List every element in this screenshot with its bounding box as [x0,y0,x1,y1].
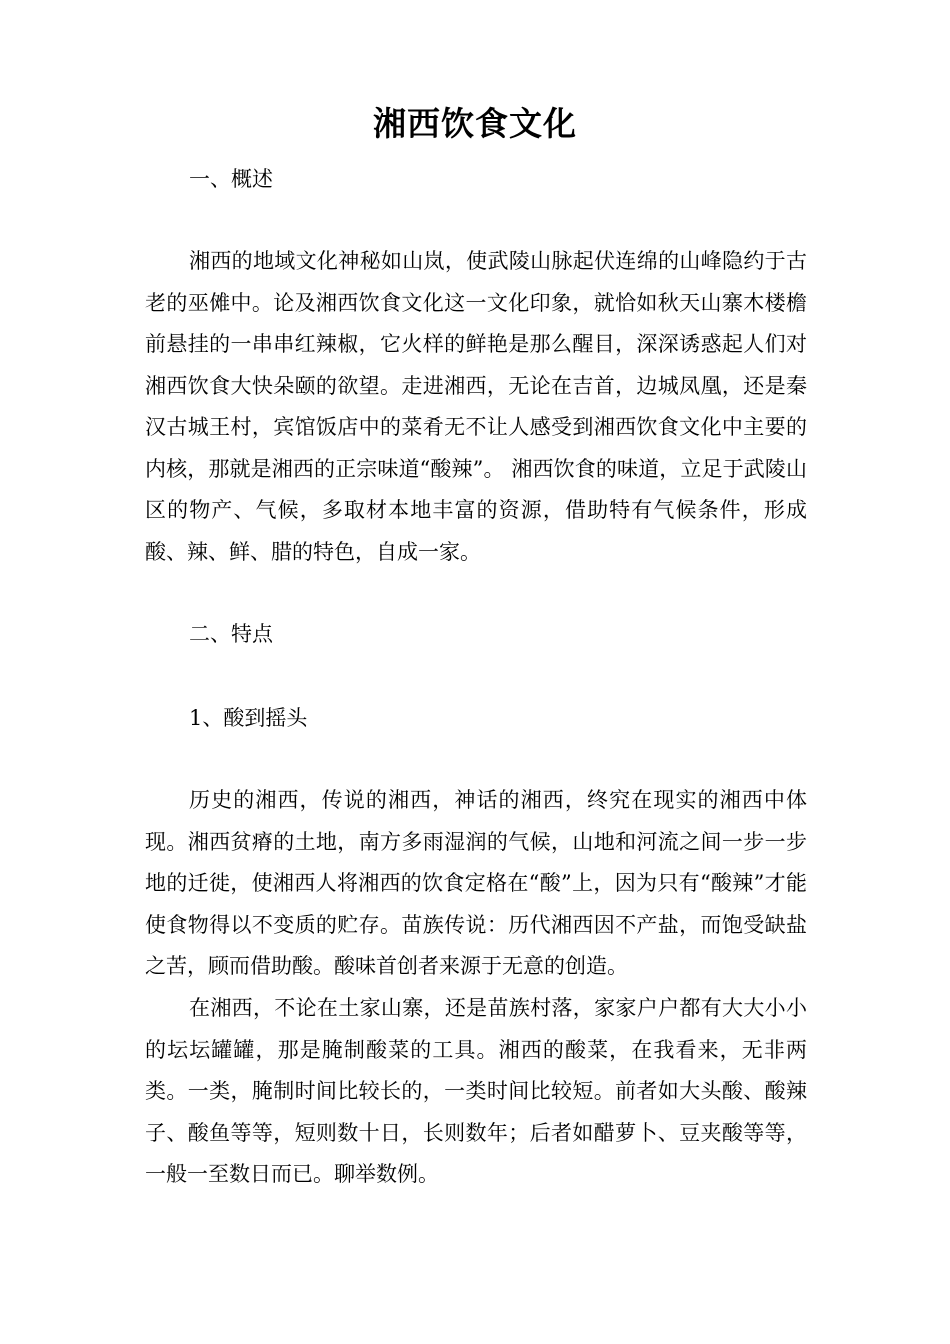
section-heading-overview: 一、概述 [189,167,273,191]
section-heading-features: 二、特点 [189,622,273,646]
document-title: 湘西饮食文化 [373,104,577,143]
sour-paragraph-2: 在湘西，不论在土家山寨，还是苗族村落，家家户户都有大大小小的坛坛罐罐，那是腌制酸菜的工具。湘西的酸菜，在我看来，无非两类。一类，腌制时间比较长的，一类时间比较短。前者如大头酸、酸辣子、酸鱼等等，短则数十日，长则数年；后者如醋萝卜、豆夹酸等等，一般一至数日而已。聊举数例。 [145,996,807,1186]
overview-paragraph: 湘西的地域文化神秘如山岚，使武陵山脉起伏连绵的山峰隐约于古老的巫傩中。论及湘西饮食文化这一文化印象，就恰如秋天山寨木楼檐前悬挂的一串串红辣椒，它火样的鲜艳是那么醒目，深深诱惑起人们对湘西饮食大快朵颐的欲望。走进湘西，无论在吉首，边城凤凰，还是秦汉古城王村，宾馆饭店中的菜肴无不让人感受到湘西饮食文化中主要的内核，那就是湘西的正宗味道“酸辣”。 湘西饮食的味道，立足于武陵山区的物产、气候，多取材本地丰富的资源，借助特有气候条件，形成酸、辣、鲜、腊的特色，自成一家。 [145,249,807,564]
sour-paragraph-1: 历史的湘西，传说的湘西，神话的湘西，终究在现实的湘西中体现。湘西贫瘠的土地，南方多雨湿润的气候，山地和河流之间一步一步地的迁徙，使湘西人将湘西的饮食定格在“酸”上，因为只有“酸辣”才能使食物得以不变质的贮存。苗族传说：历代湘西因不产盐，而饱受缺盐之苦，顾而借助酸。酸味首创者来源于无意的创造。 [145,788,807,978]
subsection-heading-sour: 1、酸到摇头 [189,706,308,730]
